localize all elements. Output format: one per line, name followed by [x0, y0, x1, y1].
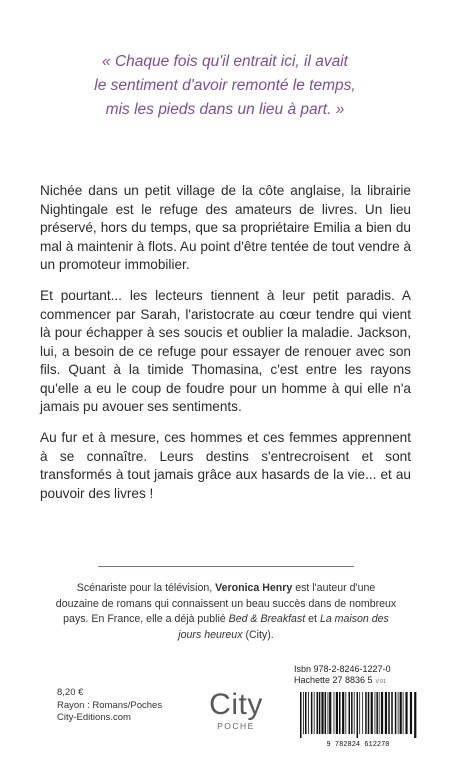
- bio-text-4: (City).: [242, 628, 274, 641]
- barcode-bar: [354, 692, 355, 734]
- synopsis: [40, 182, 411, 516]
- quote-line-1: « Chaque fois qu'il entrait ici, il avait: [102, 53, 348, 70]
- barcode-bar: [375, 692, 376, 734]
- quote-line-2: le sentiment d'avoir remonté le temps,: [94, 77, 356, 94]
- barcode-bar: [357, 692, 359, 738]
- barcode-bar: [385, 692, 387, 734]
- barcode-bar: [365, 692, 367, 734]
- barcode-bar: [345, 692, 346, 734]
- price-info: [57, 687, 162, 725]
- barcode-bar: [381, 692, 383, 734]
- barcode-bar: [325, 692, 327, 734]
- barcode-bar: [376, 692, 378, 734]
- barcode-bar: [336, 692, 338, 734]
- barcode-bar: [371, 692, 373, 734]
- barcode-bar: [319, 692, 321, 734]
- back-cover-quote: [30, 50, 420, 122]
- barcode-bar: [400, 692, 402, 734]
- barcode-bar: [395, 692, 397, 734]
- publisher-website: City-Editions.com: [57, 712, 131, 723]
- shelf-category: Rayon : Romans/Poches: [57, 699, 163, 711]
- author-bio: [55, 581, 397, 643]
- barcode-bar: [405, 692, 407, 734]
- book-title-1: Bed & Breakfast: [228, 613, 306, 625]
- barcode-bar: [414, 692, 416, 738]
- barcode-bar: [388, 692, 390, 734]
- author-name: Veronica Henry: [215, 582, 293, 594]
- barcode-bar: [359, 692, 360, 734]
- hachette-code-text: Hachette 27 8836 5: [294, 674, 373, 685]
- bio-text-3: et: [305, 613, 320, 625]
- book-title-2: La maison des jours heureux: [178, 613, 389, 641]
- barcode-digits: 9 782824 612270: [326, 741, 390, 748]
- logo-poche: POCHE: [217, 721, 255, 731]
- barcode-bar: [391, 692, 393, 734]
- barcode-bar: [321, 692, 323, 734]
- publisher-logo: [196, 690, 276, 731]
- section-divider: [98, 566, 354, 567]
- barcode-bar: [334, 692, 335, 734]
- synopsis-paragraph-3: Au fur et à mesure, ces hommes et ces femmes apprennent à se connaître. Leurs destins s'entrecroisent et sont transformés à tout jamais grâce aux hasards de la vie... et au pouvoir des livres !: [40, 430, 411, 501]
- barcode-bar: [368, 692, 370, 734]
- barcode-bar: [342, 692, 344, 734]
- barcode-bar: [303, 692, 304, 734]
- price: 8,20 €: [57, 687, 84, 698]
- logo-city: City: [209, 688, 263, 721]
- barcode-bar: [328, 692, 329, 734]
- bio-text-2: est l'auteur d'une douzaine de romans qui connaissent un beau succès dans de nombreux pays. En France, elle a déjà publié: [55, 582, 397, 625]
- barcode-bar: [379, 692, 380, 734]
- barcode-bar: [351, 692, 353, 734]
- barcode-bar: [362, 692, 363, 734]
- barcode-bar: [308, 692, 309, 734]
- barcode-bar: [329, 692, 331, 734]
- barcode-icon: [294, 690, 422, 748]
- synopsis-paragraph-2: Et pourtant... les lecteurs tiennent à leur petit paradis. A commencer par Sarah, l'aristocrate au cœur tendre qui vient là pour échapper à ses soucis et oublier la maladie. Jackson, lui, a besoin de ce refuge pour essayer de renouer avec son fils. Quant à la timide Thomasina, c'est entre les rayons qu'elle a eu le coup de foudre pour un homme à qui elle n'a jamais pu avouer ses sentiments.: [40, 288, 411, 414]
- barcode-bar: [398, 692, 399, 734]
- barcode-bar: [314, 692, 315, 734]
- barcode-area: [294, 664, 428, 746]
- barcode-bar: [300, 692, 302, 738]
- version-code: V 01: [375, 678, 386, 685]
- barcode-bar: [348, 692, 350, 734]
- barcode-bar: [311, 692, 313, 734]
- isbn-number: Isbn 978-2-8246-1227-0: [294, 664, 391, 674]
- barcode-bar: [403, 692, 404, 734]
- barcode-bar: [410, 692, 412, 734]
- barcode-bar: [317, 692, 319, 734]
- bio-text-1: Scénariste pour la télévision,: [76, 582, 216, 594]
- barcode-bar: [339, 692, 341, 734]
- barcode-bar: [305, 692, 307, 734]
- hachette-code: [294, 675, 428, 688]
- quote-line-3: mis les pieds dans un lieu à part. »: [105, 101, 345, 118]
- synopsis-paragraph-1: Nichée dans un petit village de la côte anglaise, la librairie Nightingale est le refuge des amateurs de livres. Un lieu préservé, hors du temps, que sa propriétaire Emilia a bien du mal à maintenir à flots. Au point d'être tentée de tout vendre à un promoteur immobilier.: [40, 183, 411, 272]
